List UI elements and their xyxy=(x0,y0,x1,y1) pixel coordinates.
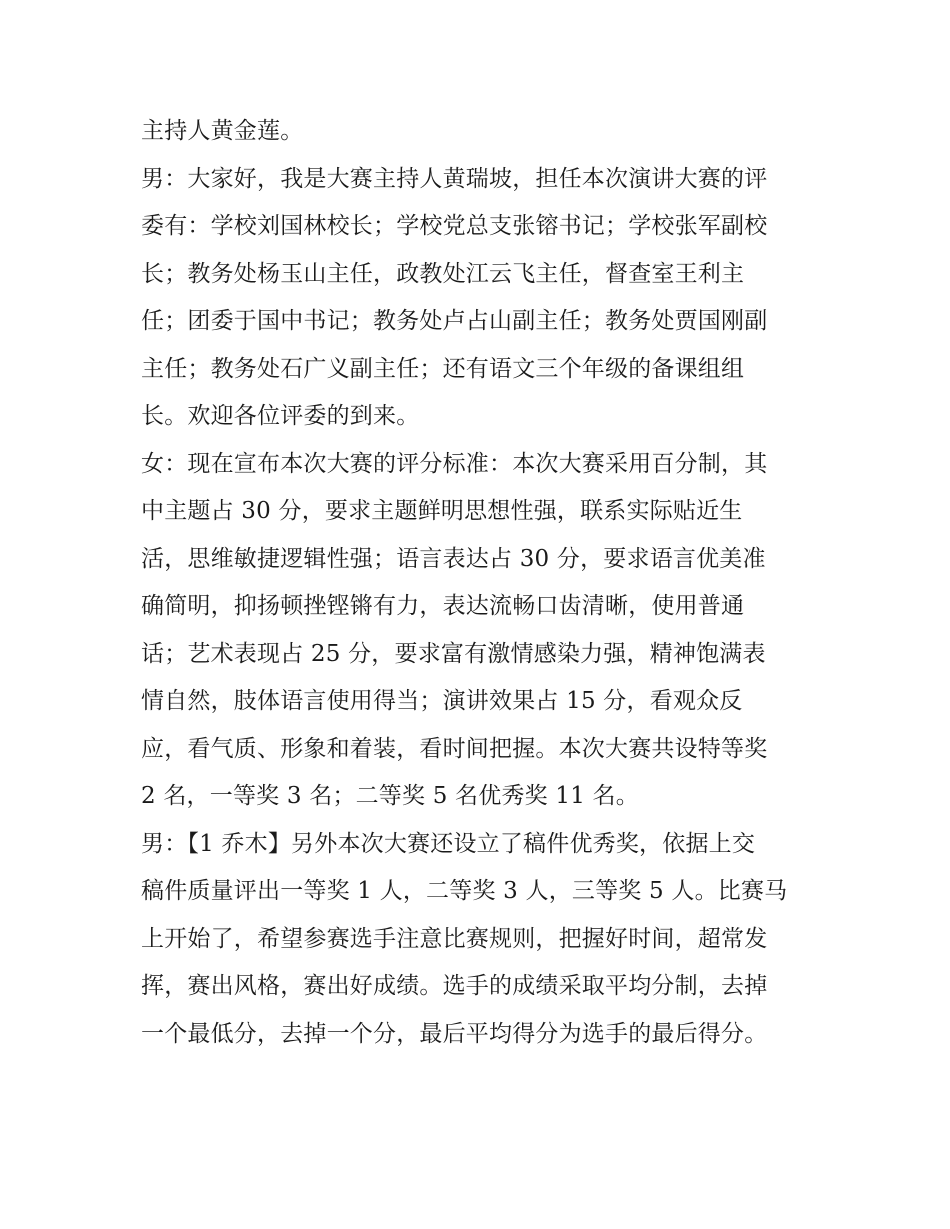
text-line: 话；艺术表现占 25 分，要求富有激情感染力强，精神饱满表 xyxy=(141,640,766,667)
text-line: 长；教务处杨玉山主任，政教处江云飞主任，督查室王利主 xyxy=(141,260,745,287)
text-line: 活，思维敏捷逻辑性强；语言表达占 30 分，要求语言优美准 xyxy=(141,545,766,572)
text-line: 主持人黄金莲。 xyxy=(141,118,304,144)
text-line: 上开始了，希望参赛选手注意比赛规则，把握好时间，超常发 xyxy=(141,925,768,952)
text-line: 男：【1 乔木】另外本次大赛还设立了稿件优秀奖，依据上交 xyxy=(141,830,756,857)
body-text xyxy=(141,108,821,1058)
text-line: 应，看气质、形象和着装，看时间把握。本次大赛共设特等奖 xyxy=(141,735,768,762)
text-line: 男：大家好，我是大赛主持人黄瑞坡，担任本次演讲大赛的评 xyxy=(141,165,768,192)
text-line: 中主题占 30 分，要求主题鲜明思想性强，联系实际贴近生 xyxy=(141,498,743,524)
text-line: 稿件质量评出一等奖 1 人，二等奖 3 人，三等奖 5 人。比赛马 xyxy=(141,878,788,904)
text-line: 委有：学校刘国林校长；学校党总支张镕书记；学校张军副校 xyxy=(141,213,768,239)
text-line: 任；团委于国中书记；教务处卢占山副主任；教务处贾国刚副 xyxy=(141,308,768,334)
text-line: 确简明，抑扬顿挫铿锵有力，表达流畅口齿清晰，使用普通 xyxy=(141,593,745,619)
text-line: 一个最低分，去掉一个分，最后平均得分为选手的最后得分。 xyxy=(141,1020,768,1047)
text-line: 情自然，肢体语言使用得当；演讲效果占 15 分，看观众反 xyxy=(141,688,743,714)
text-line: 挥，赛出风格，赛出好成绩。选手的成绩采取平均分制，去掉 xyxy=(141,973,768,999)
text-line: 主任；教务处石广义副主任；还有语文三个年级的备课组组 xyxy=(141,355,745,382)
text-line: 长。欢迎各位评委的到来。 xyxy=(141,403,420,429)
text-line: 女：现在宣布本次大赛的评分标准：本次大赛采用百分制，其 xyxy=(141,450,768,477)
text-line: 2 名，一等奖 3 名；二等奖 5 名优秀奖 11 名。 xyxy=(141,783,639,809)
